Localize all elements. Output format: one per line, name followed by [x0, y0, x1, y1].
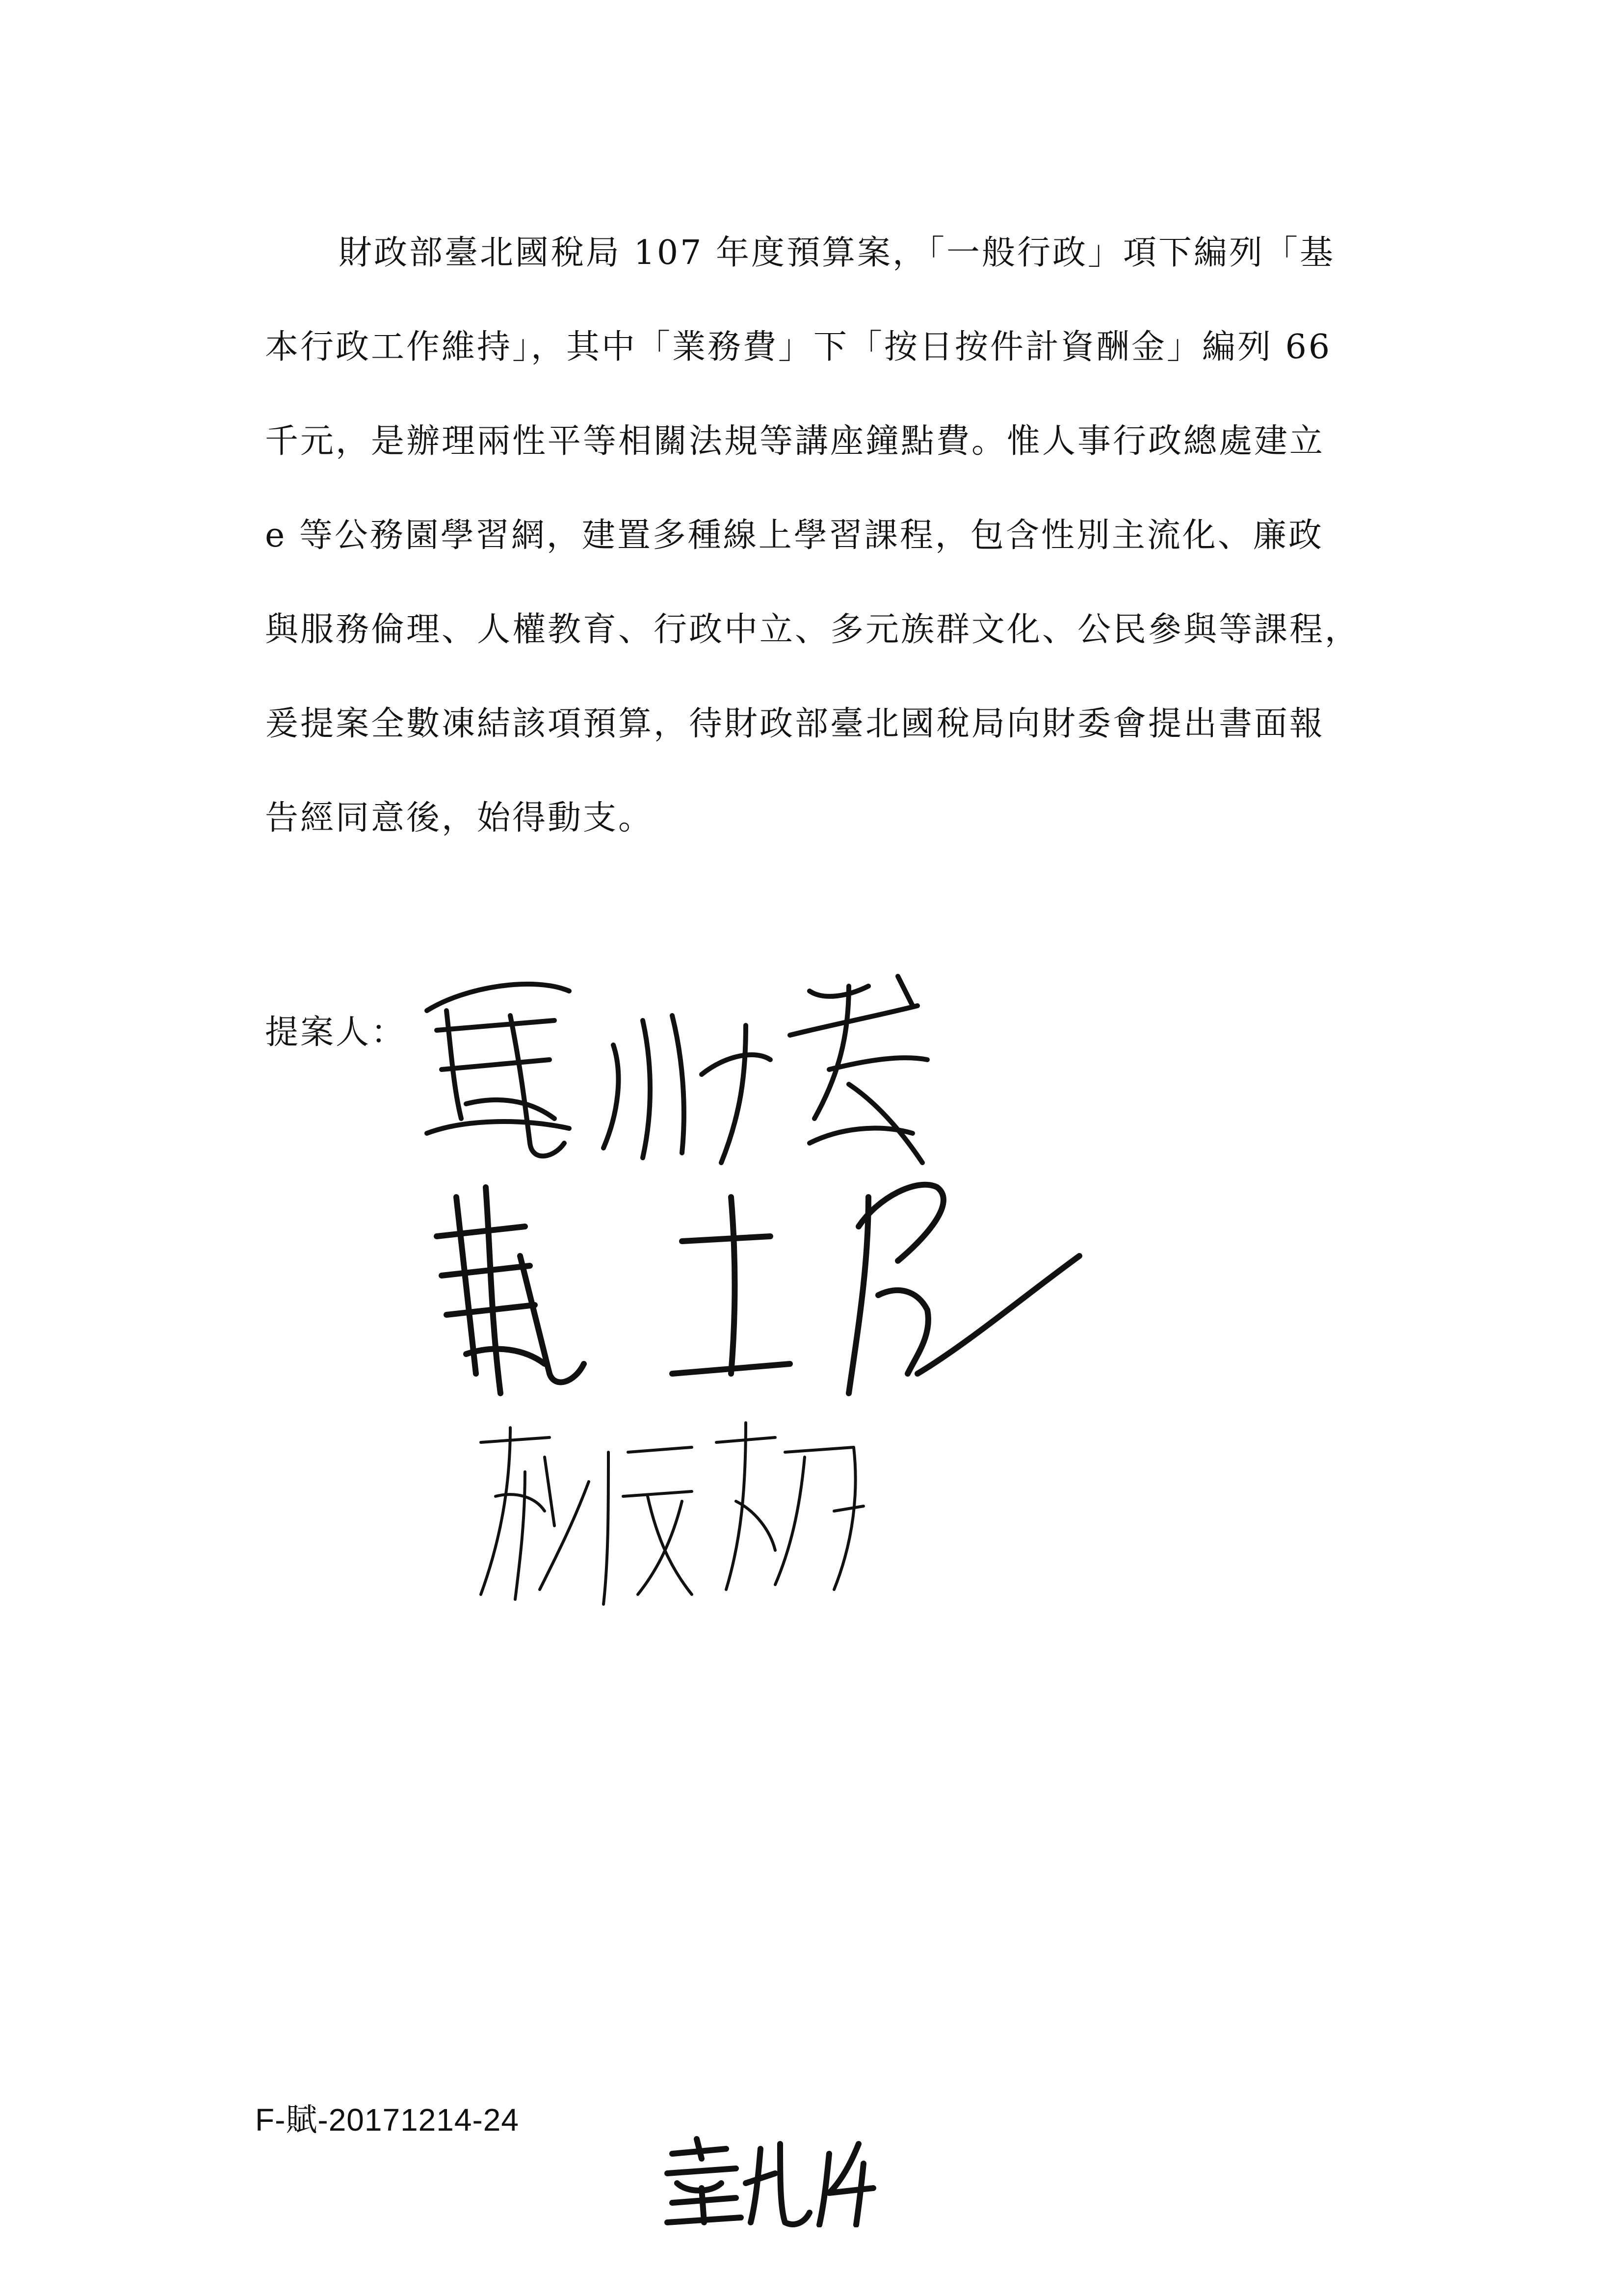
handwritten-signature-1 [407, 957, 976, 1173]
handwritten-page-stamp [657, 2129, 883, 2227]
paragraph-line: 爰提案全數凍結該項預算，待財政部臺北國稅局向財委會提出書面報 [265, 704, 1325, 743]
paragraph-line: 財政部臺北國稅局 107 年度預算案，「一般行政」項下編列「基 [339, 234, 1336, 272]
handwritten-signature-3 [461, 1413, 903, 1609]
proposal-paragraph [265, 206, 1403, 865]
paragraph-line: 本行政工作維持」，其中「業務費」下「按日按件計資酬金」編列 66 [265, 328, 1332, 366]
proposer-label: 提案人： [265, 1013, 407, 1052]
document-id: F-賦-20171214-24 [255, 2102, 519, 2138]
paragraph-line: e 等公務園學習網，建置多種線上學習課程，包含性別主流化、廉政 [265, 516, 1324, 555]
handwritten-signature-2 [427, 1168, 1094, 1413]
paragraph-line: 告經同意後，始得動支。 [265, 799, 654, 837]
paragraph-line: 與服務倫理、人權教育、行政中立、多元族群文化、公民參與等課程， [265, 610, 1361, 649]
paragraph-line: 千元，是辦理兩性平等相關法規等講座鐘點費。惟人事行政總處建立 [265, 422, 1325, 461]
